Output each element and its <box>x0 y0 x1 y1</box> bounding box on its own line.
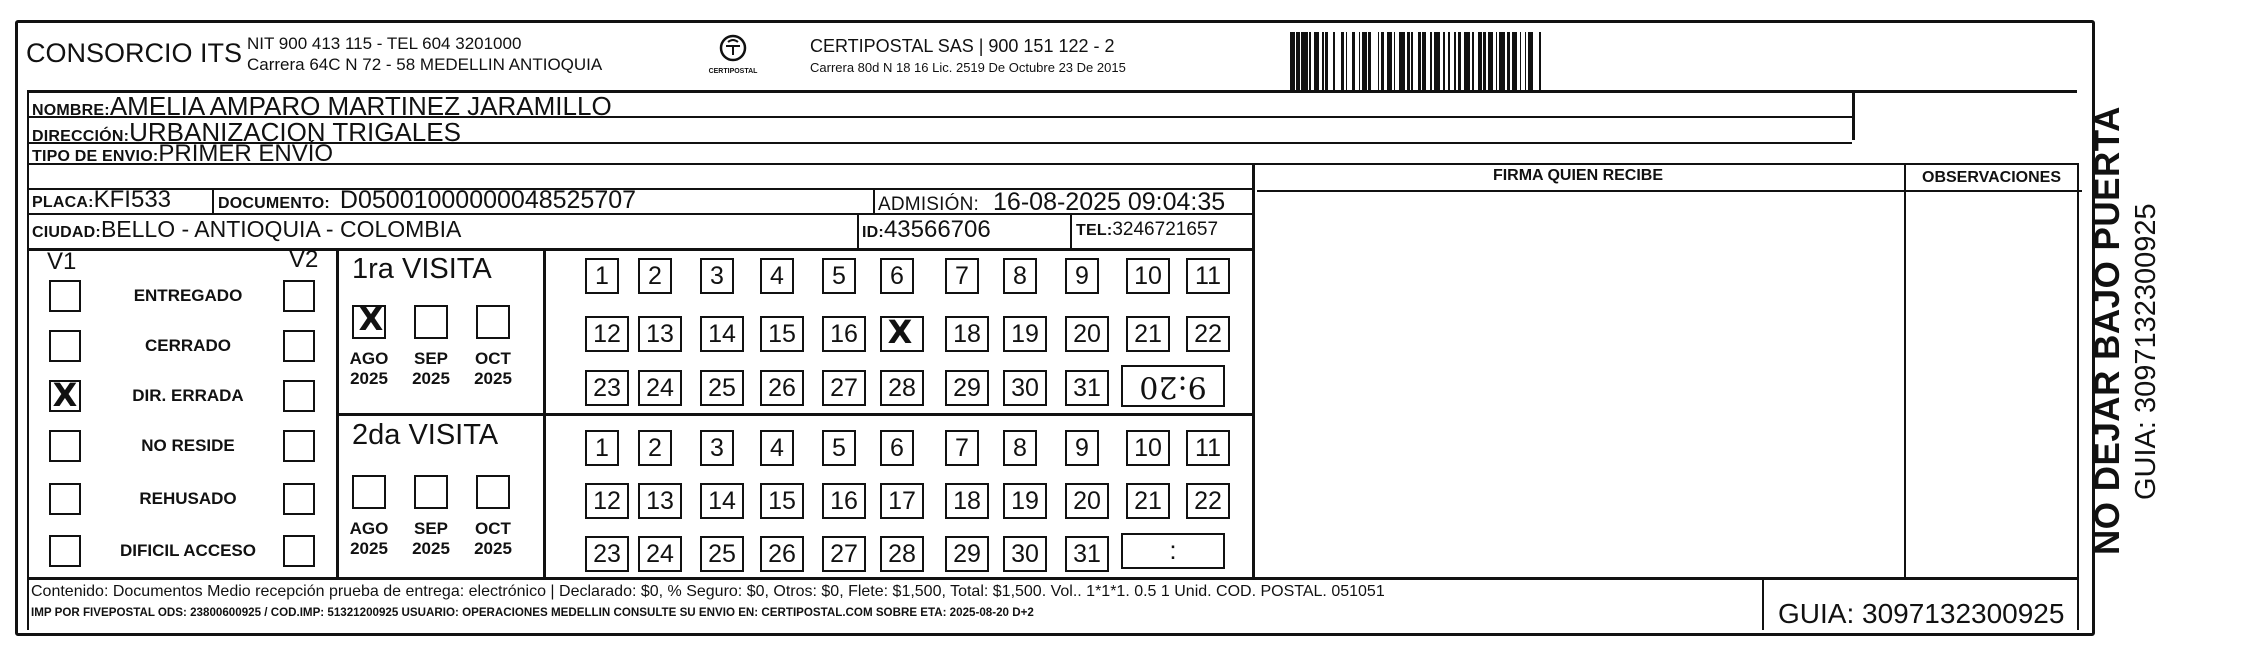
status-label: ENTREGADO <box>133 286 243 305</box>
name-label: NOMBRE: <box>32 102 110 119</box>
first-day-14[interactable]: 14 <box>700 316 744 352</box>
first-day-2[interactable]: 2 <box>638 258 672 294</box>
month-label <box>404 349 458 389</box>
v2-checkbox-1[interactable] <box>283 280 315 312</box>
company-nit: NIT 900 413 115 - TEL 604 3201000 <box>247 34 522 53</box>
first-visit-time-value: 9:20 <box>1139 369 1207 404</box>
first-day-1[interactable]: 1 <box>585 258 619 294</box>
plate-label: PLACA: <box>32 194 94 211</box>
month-year: 2025 <box>412 369 450 388</box>
month-year: 2025 <box>474 369 512 388</box>
second-day-30[interactable]: 30 <box>1003 536 1047 572</box>
first-day-7[interactable]: 7 <box>945 258 979 294</box>
month-name: AGO <box>349 519 389 538</box>
second-day-12[interactable]: 12 <box>585 483 629 519</box>
status-label: CERRADO <box>145 336 231 355</box>
first-day-31[interactable]: 31 <box>1065 370 1109 406</box>
second-day-19[interactable]: 19 <box>1003 483 1047 519</box>
first-day-9[interactable]: 9 <box>1065 258 1099 294</box>
first-month-check-mark: X <box>358 300 384 338</box>
second-day-31[interactable]: 31 <box>1065 536 1109 572</box>
month-year: 2025 <box>350 539 388 558</box>
second-day-15[interactable]: 15 <box>760 483 804 519</box>
second-day-14[interactable]: 14 <box>700 483 744 519</box>
second-month-checkbox-1[interactable] <box>352 475 386 509</box>
city-label: CIUDAD: <box>32 224 101 241</box>
first-day-25[interactable]: 25 <box>700 370 744 406</box>
footer-guia: GUIA: 3097132300925 <box>1778 598 2065 629</box>
second-month-checkbox-2[interactable] <box>414 475 448 509</box>
shipment-value: PRIMER ENVÍO <box>158 140 334 167</box>
second-day-28[interactable]: 28 <box>880 536 924 572</box>
side-guia: GUIA: 3097132300925 <box>2130 203 2162 500</box>
month-label <box>466 349 520 389</box>
second-day-2[interactable]: 2 <box>638 430 672 466</box>
status-label: REHUSADO <box>139 489 237 508</box>
first-day-23[interactable]: 23 <box>585 370 629 406</box>
first-day-4[interactable]: 4 <box>760 258 794 294</box>
v2-header: V2 <box>289 246 319 273</box>
observations-area[interactable] <box>1908 194 2075 575</box>
company-address: Carrera 64C N 72 - 58 MEDELLIN ANTIOQUIA <box>247 55 603 74</box>
second-day-20[interactable]: 20 <box>1065 483 1109 519</box>
first-day-28[interactable]: 28 <box>880 370 924 406</box>
carrier-logo <box>706 32 760 80</box>
tel-value: 3246721657 <box>1112 219 1219 240</box>
company-name: CONSORCIO ITS <box>26 38 243 68</box>
second-day-13[interactable]: 13 <box>638 483 682 519</box>
v1-checkbox-6[interactable] <box>49 535 81 567</box>
logo-caption: CERTIPOSTAL <box>708 68 758 75</box>
second-day-17[interactable]: 17 <box>880 483 924 519</box>
second-day-11[interactable]: 11 <box>1186 430 1230 466</box>
second-day-5[interactable]: 5 <box>822 430 856 466</box>
first-day-27[interactable]: 27 <box>822 370 866 406</box>
v1-checkbox-5[interactable] <box>49 483 81 515</box>
first-day-19[interactable]: 19 <box>1003 316 1047 352</box>
month-label <box>466 519 520 559</box>
v1-checkbox-1[interactable] <box>49 280 81 312</box>
month-label <box>342 349 396 389</box>
v1-check-mark: X <box>52 376 78 414</box>
address-label: DIRECCIÓN: <box>32 128 130 145</box>
month-label <box>404 519 458 559</box>
second-day-26[interactable]: 26 <box>760 536 804 572</box>
month-name: OCT <box>475 519 511 538</box>
second-visit-title: 2da VISITA <box>352 419 499 451</box>
month-year: 2025 <box>412 539 450 558</box>
signature-area[interactable] <box>1256 194 1902 575</box>
month-name: SEP <box>413 349 449 368</box>
first-day-6[interactable]: 6 <box>880 258 914 294</box>
first-day-26[interactable]: 26 <box>760 370 804 406</box>
second-day-27[interactable]: 27 <box>822 536 866 572</box>
first-day-check-mark: X <box>887 313 913 351</box>
second-day-9[interactable]: 9 <box>1065 430 1099 466</box>
first-month-checkbox-2[interactable] <box>414 305 448 339</box>
v2-checkbox-4[interactable] <box>283 430 315 462</box>
first-day-22[interactable]: 22 <box>1186 316 1230 352</box>
first-day-16[interactable]: 16 <box>822 316 866 352</box>
v1-header: V1 <box>47 248 77 275</box>
second-day-29[interactable]: 29 <box>945 536 989 572</box>
shipment-label: TIPO DE ENVIO: <box>32 148 159 165</box>
first-day-11[interactable]: 11 <box>1186 258 1230 294</box>
second-visit-time-value: : <box>1169 535 1177 565</box>
month-name: SEP <box>413 519 449 538</box>
tel-label: TEL: <box>1076 222 1113 239</box>
month-year: 2025 <box>350 369 388 388</box>
status-label: NO RESIDE <box>141 436 235 455</box>
footer-print-info: IMP POR FIVEPOSTAL ODS: 23800600925 / COD.IMP: 51321200925 USUARIO: OPERACIONES MEDELLIN CONSULTE SU ENVIO EN: CERTIPOSTAL.COM SOBRE ETA: 2025-08-20 D+2 <box>31 606 1034 619</box>
first-day-20[interactable]: 20 <box>1065 316 1109 352</box>
first-day-18[interactable]: 18 <box>945 316 989 352</box>
address-value: URBANIZACION TRIGALES <box>129 117 461 147</box>
carrier-license: Carrera 80d N 18 16 Lic. 2519 De Octubre 23 De 2015 <box>810 60 1126 75</box>
id-value: 43566706 <box>883 216 991 243</box>
first-day-15[interactable]: 15 <box>760 316 804 352</box>
second-day-1[interactable]: 1 <box>585 430 619 466</box>
first-day-13[interactable]: 13 <box>638 316 682 352</box>
carrier-name: CERTIPOSTAL SAS | 900 151 122 - 2 <box>810 36 1115 56</box>
second-day-4[interactable]: 4 <box>760 430 794 466</box>
second-day-3[interactable]: 3 <box>700 430 734 466</box>
plate-value: KFI533 <box>93 186 172 213</box>
second-day-25[interactable]: 25 <box>700 536 744 572</box>
v2-checkbox-6[interactable] <box>283 535 315 567</box>
second-month-checkbox-3[interactable] <box>476 475 510 509</box>
month-name: OCT <box>475 349 511 368</box>
footer-content: Contenido: Documentos Medio recepción prueba de entrega: electrónico | Declarado: $0, % Seguro: $0, Otros: $0, Flete: $1,500, Total: $1,500. Vol.. 1*1*1. 0.5 1 Unid. COD. POSTAL. 051051 <box>31 583 1385 600</box>
admission-label: ADMISIÓN: <box>878 194 980 215</box>
shipment-field <box>32 142 333 169</box>
first-day-3[interactable]: 3 <box>700 258 734 294</box>
document-value: D05001000000048525707 <box>339 186 637 214</box>
first-month-checkbox-3[interactable] <box>476 305 510 339</box>
v1-checkbox-4[interactable] <box>49 430 81 462</box>
first-day-21[interactable]: 21 <box>1126 316 1170 352</box>
v2-checkbox-2[interactable] <box>283 330 315 362</box>
second-day-10[interactable]: 10 <box>1126 430 1170 466</box>
signature-header: FIRMA QUIEN RECIBE <box>1492 167 1664 184</box>
city-value: BELLO - ANTIOQUIA - COLOMBIA <box>100 216 462 242</box>
v2-checkbox-3[interactable] <box>283 380 315 412</box>
tel-field <box>1076 214 1218 247</box>
city-field <box>32 213 461 249</box>
v1-checkbox-2[interactable] <box>49 330 81 362</box>
first-visit-title: 1ra VISITA <box>352 253 492 285</box>
first-day-5[interactable]: 5 <box>822 258 856 294</box>
plate-field <box>32 187 171 216</box>
second-day-21[interactable]: 21 <box>1126 483 1170 519</box>
month-year: 2025 <box>474 539 512 558</box>
first-day-12[interactable]: 12 <box>585 316 629 352</box>
admission-value: 16-08-2025 09:04:35 <box>993 188 1226 216</box>
second-day-22[interactable]: 22 <box>1186 483 1230 519</box>
second-day-8[interactable]: 8 <box>1003 430 1037 466</box>
id-label: ID: <box>862 224 884 241</box>
second-day-18[interactable]: 18 <box>945 483 989 519</box>
first-day-24[interactable]: 24 <box>638 370 682 406</box>
second-day-16[interactable]: 16 <box>822 483 866 519</box>
first-day-29[interactable]: 29 <box>945 370 989 406</box>
name-value: AMELIA AMPARO MARTINEZ JARAMILLO <box>109 91 612 121</box>
first-day-8[interactable]: 8 <box>1003 258 1037 294</box>
first-day-30[interactable]: 30 <box>1003 370 1047 406</box>
barcode <box>1290 32 1930 90</box>
month-label <box>342 519 396 559</box>
month-name: AGO <box>349 349 389 368</box>
first-day-10[interactable]: 10 <box>1126 258 1170 294</box>
status-label: DIFICIL ACCESO <box>119 541 256 560</box>
second-day-24[interactable]: 24 <box>638 536 682 572</box>
v2-checkbox-5[interactable] <box>283 483 315 515</box>
second-day-6[interactable]: 6 <box>880 430 914 466</box>
observations-header: OBSERVACIONES <box>1922 169 2061 186</box>
id-field <box>862 214 991 249</box>
status-label: DIR. ERRADA <box>132 386 244 405</box>
second-day-23[interactable]: 23 <box>585 536 629 572</box>
second-day-7[interactable]: 7 <box>945 430 979 466</box>
document-label: DOCUMENTO: <box>218 195 330 212</box>
no-slide-warning: NO DEJAR BAJO PUERTA <box>2088 106 2127 555</box>
